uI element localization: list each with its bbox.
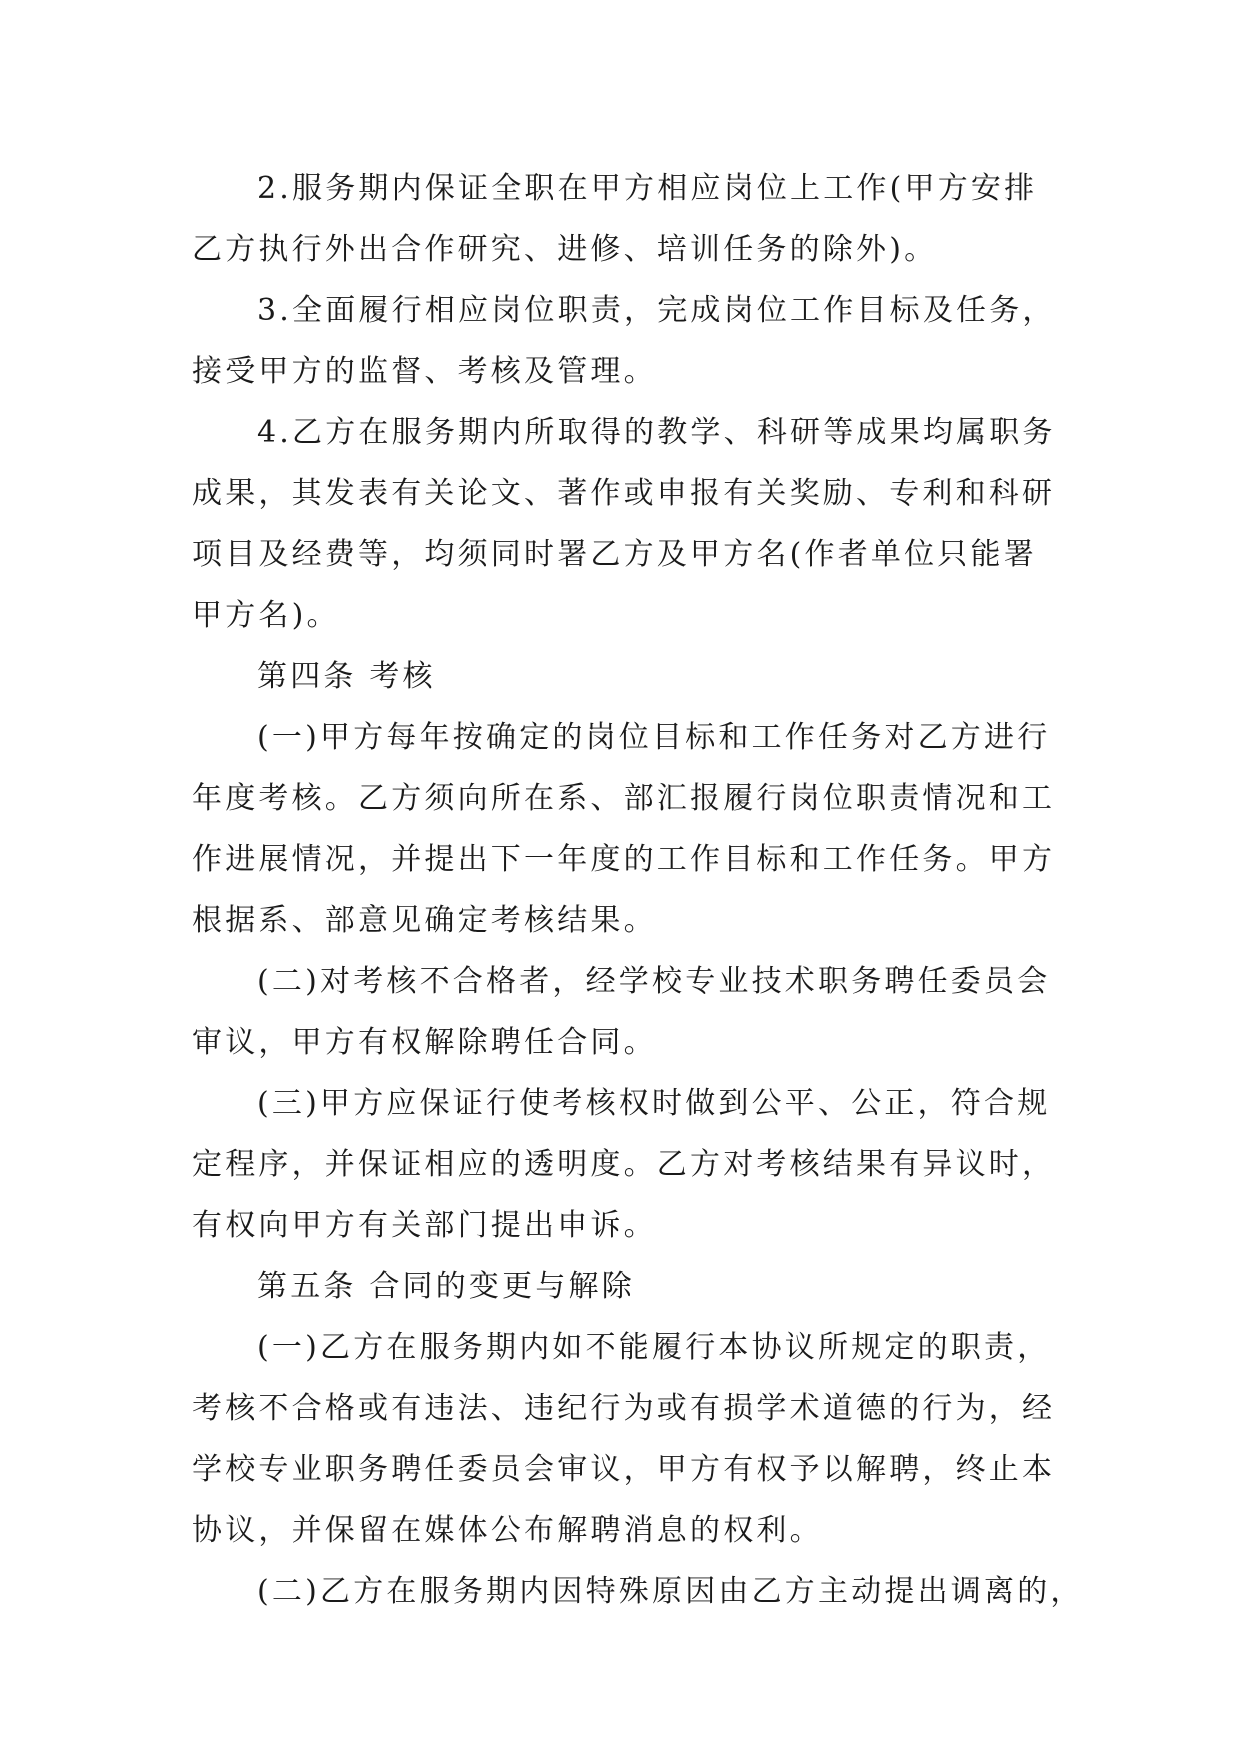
text-line: 乙方执行外出合作研究、进修、培训任务的除外)。 (192, 232, 938, 267)
article-5-heading: 第五条 合同的变更与解除 (257, 1269, 635, 1304)
article-4-item-1 (192, 707, 1062, 951)
text-line: (二)对考核不合格者，经学校专业技术职务聘任委员会 (257, 964, 1051, 999)
text-line: 审议，甲方有权解除聘任合同。 (192, 1025, 657, 1060)
clause-4 (192, 402, 1062, 646)
article-5-item-1 (192, 1317, 1062, 1561)
text-line: (一)甲方每年按确定的岗位目标和工作任务对乙方进行 (257, 720, 1051, 755)
text-line: 定程序，并保证相应的透明度。乙方对考核结果有异议时， (192, 1147, 1056, 1182)
text-line: (三)甲方应保证行使考核权时做到公平、公正，符合规 (257, 1086, 1051, 1121)
clause-2 (192, 158, 1062, 280)
text-line: 接受甲方的监督、考核及管理。 (192, 354, 657, 389)
article-5-item-2 (192, 1561, 1084, 1622)
text-line: 4.乙方在服务期内所取得的教学、科研等成果均属职务 (257, 415, 1056, 450)
text-line: 有权向甲方有关部门提出申诉。 (192, 1208, 657, 1243)
article-4-item-3 (192, 1073, 1062, 1256)
text-line: 学校专业职务聘任委员会审议，甲方有权予以解聘，终止本 (192, 1452, 1056, 1487)
text-line: 成果，其发表有关论文、著作或申报有关奖励、专利和科研 (192, 476, 1056, 511)
text-line: 2.服务期内保证全职在甲方相应岗位上工作(甲方安排 (257, 171, 1038, 206)
text-line: 年度考核。乙方须向所在系、部汇报履行岗位职责情况和工 (192, 781, 1056, 816)
text-line: (一)乙方在服务期内如不能履行本协议所规定的职责， (257, 1330, 1051, 1365)
clause-3 (192, 280, 1062, 402)
text-line: 甲方名)。 (192, 598, 340, 633)
text-line: 根据系、部意见确定考核结果。 (192, 903, 657, 938)
text-line: 3.全面履行相应岗位职责，完成岗位工作目标及任务， (257, 293, 1056, 328)
text-line: 协议，并保留在媒体公布解聘消息的权利。 (192, 1513, 823, 1548)
text-line: (二)乙方在服务期内因特殊原因由乙方主动提出调离的， (257, 1574, 1084, 1609)
document-body (192, 158, 1084, 1622)
text-line: 考核不合格或有违法、违纪行为或有损学术道德的行为，经 (192, 1391, 1056, 1426)
text-line: 项目及经费等，均须同时署乙方及甲方名(作者单位只能署 (192, 537, 1037, 572)
article-4-item-2 (192, 951, 1062, 1073)
text-line: 作进展情况，并提出下一年度的工作目标和工作任务。甲方 (192, 842, 1056, 877)
article-4-heading: 第四条 考核 (257, 659, 436, 694)
